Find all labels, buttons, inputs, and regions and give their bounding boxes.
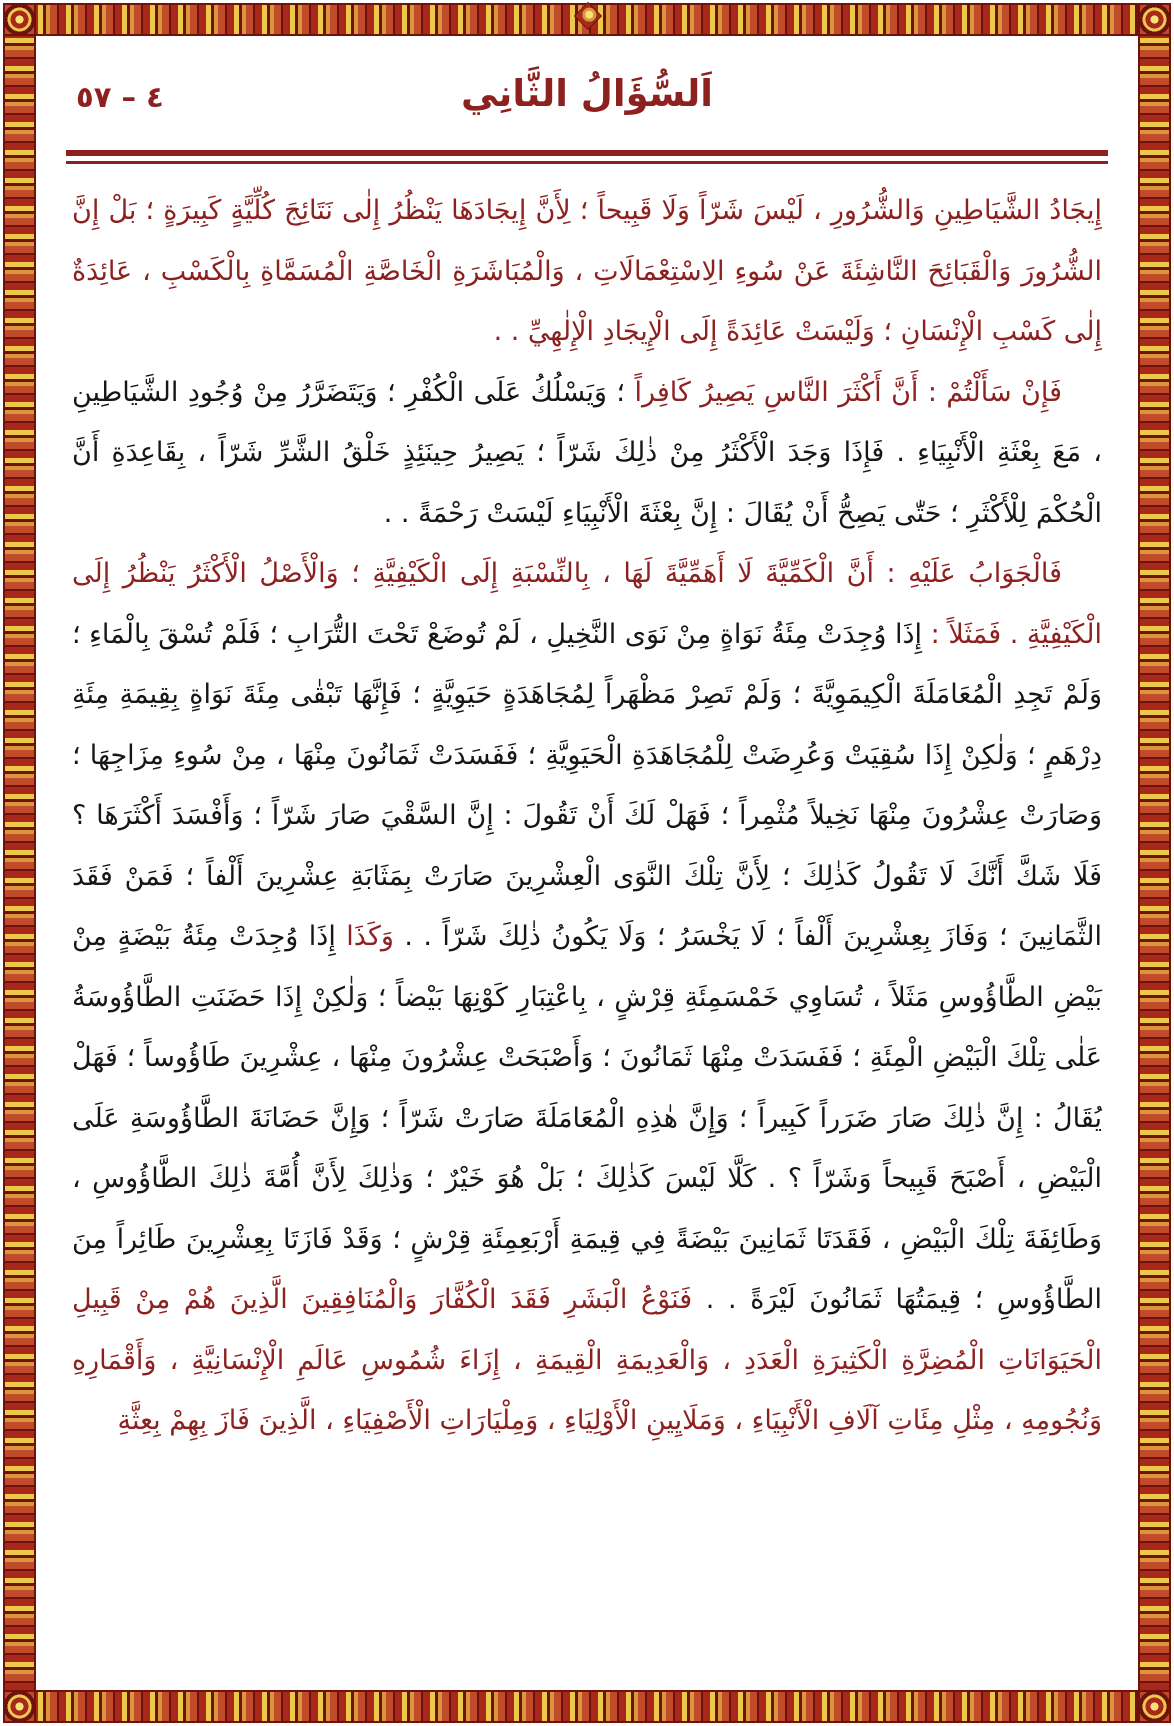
border-corner-rosette [1138, 1690, 1171, 1723]
text-run-maroon: وَكَذَا [346, 921, 394, 952]
ornamental-border-bottom [3, 1690, 1171, 1723]
border-corner-rosette [3, 3, 36, 36]
text-run-maroon: فَالْجَوَابُ عَلَيْهِ : أَنَّ الْكَمِّيَّةَ لَا أَهَمِّيَّةَ لَهَا ، بِالنِّسْبَةِ إِلَى الْكَيْفِيَّةِ ؛ وَالْأَصْلُ الْأَكْثَرُ يَنْظُرُ إِلَى الْكَيْفِيَّةِ . فَمَثَلاً : [72, 558, 1102, 650]
paragraph [72, 181, 1102, 363]
page-header [72, 58, 1102, 140]
border-corner-rosette [1138, 3, 1171, 36]
paragraph [72, 363, 1102, 545]
text-run-maroon: إِيجَادُ الشَّيَاطِينِ وَالشُّرُورِ ، لَيْسَ شَرّاً وَلَا قَبِيحاً ؛ لِأَنَّ إِيجَادَهَا يَنْظُرُ إِلٰى نَتَائِجَ كُلِّيَّةٍ كَبِيرَةٍ ؛ بَلْ إِنَّ الشُّرُورَ وَالْقَبَائِحَ النَّاشِئَةَ عَنْ سُوءِ الِاسْتِعْمَالَاتِ ، وَالْمُبَاشَرَةِ الْخَاصَّةِ الْمُسَمَّاةِ بِالْكَسْبِ ، عَائِدَةٌ إِلٰى كَسْبِ الْإِنْسَانِ ؛ وَلَيْسَتْ عَائِدَةً إِلَى الْإِيجَادِ الْإِلٰهِيِّ . . [72, 195, 1102, 347]
text-run-maroon: فَنَوْعُ الْبَشَرِ فَقَدَ الْكُفَّارَ وَالْمُنَافِقِينَ الَّذِينَ هُمْ مِنْ قَبِيلِ الْحَيَوَانَاتِ الْمُضِرَّةِ الْكَثِيرَةِ الْعَدَدِ ، وَالْعَدِيمَةِ الْقِيمَةِ ، إِزَاءَ شُمُوسِ عَالَمِ الْإِنْسَانِيَّةِ ، وَأَقْمَارِهِ وَنُجُومِهِ ، مِثْلِ مِئَاتِ آلَافِ الْأَنْبِيَاءِ ، وَمَلَايِينِ الْأَوْلِيَاءِ ، وَمِلْيَارَاتِ الْأَصْفِيَاءِ ، الَّذِينَ فَازَ بِهِمْ بِعِثَّةِ [72, 1284, 1102, 1436]
text-run-black: ؛ وَيَسْلُكُ عَلَى الْكُفْرِ ؛ وَيَتَضَرَّرُ مِنْ وُجُودِ الشَّيَاطِينِ ، مَعَ بِعْثَةِ الْأَنْبِيَاءِ . فَإِذَا وَجَدَ الْأَكْثَرُ مِنْ ذٰلِكَ شَرّاً ؛ يَصِيرُ حِينَئِذٍ خَلْقُ الشَّرِّ شَرّاً ، بِقَاعِدَةِ أَنَّ الْحُكْمَ لِلْأَكْثَرِ ؛ حَتّٰى يَصِحُّ أَنْ يُقَالَ : إِنَّ بِعْثَةَ الْأَنْبِيَاءِ لَيْسَتْ رَحْمَةً . . [72, 376, 1102, 529]
paragraph [72, 544, 1102, 1452]
page-title: اَلسُّؤَالُ الثَّانِي [461, 72, 713, 115]
text-run-maroon: فَإِنْ سَأَلْتُمْ : أَنَّ أَكْثَرَ النَّاسِ يَصِيرُ كَافِراً [634, 376, 1063, 408]
page-content [72, 58, 1102, 1670]
text-run-black: إِذَا وُجِدَتْ مِئَةُ بَيْضَةٍ مِنْ بَيْضِ الطَّاؤُوسِ مَثَلاً ، تُسَاوِي خَمْسَمِئَةِ قِرْشٍ ، بِاعْتِبَارِ كَوْنِهَا بَيْضاً ؛ وَلٰكِنْ إِذَا حَضَنَتِ الطَّاؤُوسَةُ عَلٰى تِلْكَ الْبَيْضِ الْمِئَةِ ؛ فَفَسَدَتْ مِنْهَا ثَمَانُونَ ؛ وَأَصْبَحَتْ عِشْرُونَ مِنْهَا ، عِشْرِينَ طَاؤُوساً ؛ فَهَلْ يُقَالُ : إِنَّ ذٰلِكَ صَارَ ضَرَراً كَبِيراً ؛ وَإِنَّ هٰذِهِ الْمُعَامَلَةَ صَارَتْ شَرّاً ؛ وَإِنَّ حَضَانَةَ الطَّاؤُوسَةِ عَلَى الْبَيْضِ ، أَصْبَحَ قَبِيحاً وَشَرّاً ؟ . كَلَّا لَيْسَ كَذٰلِكَ ؛ بَلْ هُوَ خَيْرٌ ؛ وَذٰلِكَ لِأَنَّ أُمَّةَ ذٰلِكَ الطَّاؤُوسِ ، وَطَائِفَةَ تِلْكَ الْبَيْضِ ، فَقَدَتَا ثَمَانِينَ بَيْضَةً فِي قِيمَةِ أَرْبَعِمِئَةِ قِرْشٍ ؛ وَقَدْ فَازَتَا بِعِشْرِينَ طَائِراً مِنَ الطَّاؤُوسِ ؛ قِيمَتُهَا ثَمَانُونَ لَيْرَةً . . [72, 921, 1102, 1315]
body-text [72, 181, 1102, 1452]
header-divider [66, 150, 1108, 164]
ornamental-border-right [1138, 3, 1171, 1723]
text-run-black: إِذَا وُجِدَتْ مِئَةُ نَوَاةٍ مِنْ نَوَى النَّخِيلِ ، لَمْ تُوضَعْ تَحْتَ التُّرَابِ ؛ فَلَمْ تُسْقَ بِالْمَاءِ ؛ وَلَمْ تَجِدِ الْمُعَامَلَةَ الْكِيمَوِيَّةَ ؛ وَلَمْ تَصِرْ مَظْهَراً لِمُجَاهَدَةٍ حَيَوِيَّةٍ ؛ فَإِنَّهَا تَبْقٰى مِئَةَ نَوَاةٍ بِقِيمَةِ مِئَةِ دِرْهَمٍ ؛ وَلٰكِنْ إِذَا سُقِيَتْ وَعُرِضَتْ لِلْمُجَاهَدَةِ الْحَيَوِيَّةِ ؛ فَفَسَدَتْ ثَمَانُونَ مِنْهَا ، مِنْ سُوءِ مِزَاجِهَا ؛ وَصَارَتْ عِشْرُونَ مِنْهَا نَخِيلاً مُثْمِراً ؛ فَهَلْ لَكَ أَنْ تَقُولَ : إِنَّ السَّقْيَ صَارَ شَرّاً ؛ وَأَفْسَدَ أَكْثَرَهَا ؟ فَلَا شَكَّ أَنَّكَ لَا تَقُولُ كَذٰلِكَ ؛ لِأَنَّ تِلْكَ النَّوَى الْعِشْرِينَ صَارَتْ بِمَثَابَةِ عِشْرِينَ أَلْفاً ؛ فَمَنْ فَقَدَ الثَّمَانِينَ ؛ وَفَازَ بِعِشْرِينَ أَلْفاً ؛ لَا يَخْسَرُ ؛ وَلَا يَكُونُ ذٰلِكَ شَرّاً . . [72, 618, 1102, 952]
page-number: ٥٧ – ٤ [76, 80, 164, 114]
border-corner-rosette [3, 1690, 36, 1723]
ornamental-border-left [3, 3, 36, 1723]
